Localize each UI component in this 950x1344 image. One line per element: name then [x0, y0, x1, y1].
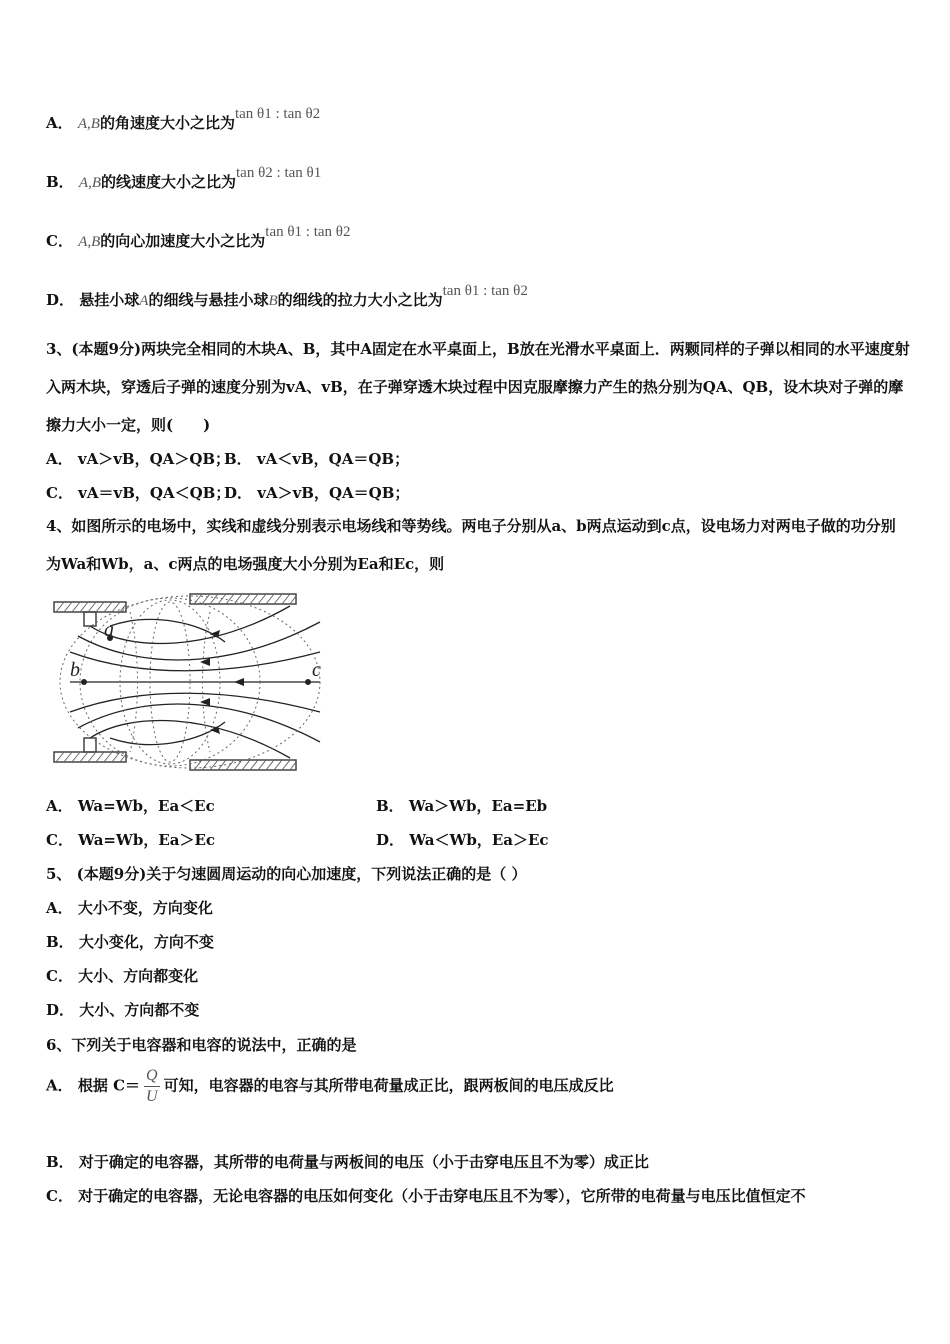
q5-option-c: C． 大小、方向都变化 [46, 967, 199, 985]
q5-option-d: D． 大小、方向都不变 [46, 1001, 200, 1019]
point-c [305, 679, 311, 685]
q4-option-b: B． Wa＞Wb，Ea=Eb [376, 797, 548, 815]
q5-option-a: A． 大小不变，方向变化 [46, 899, 213, 917]
label-a: a [104, 619, 114, 641]
q2-option-a: A． A,B的角速度大小之比为tan θ1 : tan θ2 [46, 106, 321, 132]
q4-option-d: D． Wa＜Wb，Ea＞Ec [376, 831, 549, 849]
q4-option-c: C． Wa=Wb，Ea＞Ec [46, 831, 216, 849]
electric-field-figure [50, 592, 330, 774]
q3-option-a: A． vA＞vB，QA＞QB； [46, 450, 231, 468]
label-c: c [312, 659, 321, 681]
q5-stem: 5、 (本题9分)关于匀速圆周运动的向心加速度，下列说法正确的是（ ） [46, 865, 527, 883]
label-b: b [70, 659, 80, 681]
ab-label: A,B [77, 116, 100, 132]
q6-option-c: C． 对于确定的电容器，无论电容器的电压如何变化（小于击穿电压且不为零），它所带的电荷量与电压比值恒定不 [46, 1187, 806, 1205]
q6-option-b: B． 对于确定的电容器，其所带的电荷量与两板间的电压（小于击穿电压且不为零）成正比 [46, 1153, 649, 1171]
top-left-plate [54, 602, 126, 626]
q2-option-c: C． A,B的向心加速度大小之比为tan θ1 : tan θ2 [46, 224, 351, 250]
fraction-q-over-u: $\frac{Q}{U}$ [146, 1067, 158, 1105]
q2-option-d: D． 悬挂小球A的细线与悬挂小球B的细线的拉力大小之比为tan θ1 : tan θ2 [46, 283, 528, 309]
q4-stem: 4、如图所示的电场中，实线和虚线分别表示电场线和等势线。两电子分别从a、b两点运动到c点，设电场力对两电子做的功分别为Wa和Wb，a、c两点的电场强度大小分别为Ea和Ec，则 [46, 517, 896, 573]
q3-option-c: C． vA＝vB，QA＜QB； [46, 484, 231, 502]
q4-option-a: A． Wa=Wb，Ea＜Ec [46, 797, 215, 815]
q2-option-b: B． A,B的线速度大小之比为tan θ2 : tan θ1 [46, 165, 322, 191]
q3-option-d: D． vA＞vB，QA＝QB； [224, 484, 410, 502]
q3-option-b: B． vA＜vB，QA＝QB； [224, 450, 410, 468]
q6-option-a: A． 根据 C＝ $\frac{Q}{U}$ 可知，电容器的电容与其所带电荷量成正比，跟两板间的电压成反比 [46, 1067, 614, 1105]
q5-option-b: B． 大小变化，方向不变 [46, 933, 214, 951]
point-b [81, 679, 87, 685]
q3-stem: 3、(本题9分)两块完全相同的木块A、B，其中A固定在水平桌面上，B放在光滑水平桌面上．两颗同样的子弹以相同的水平速度射入两木块，穿透后子弹的速度分别为vA、vB，在子弹穿透木块过程中因克服摩擦力产生的热分别为QA、QB，设木块对子弹的摩擦力大小一定，则( ) [46, 340, 910, 434]
ratio-expression: tan θ1 : tan θ2 [234, 106, 321, 122]
q6-stem: 6、下列关于电容器和电容的说法中，正确的是 [46, 1036, 357, 1054]
